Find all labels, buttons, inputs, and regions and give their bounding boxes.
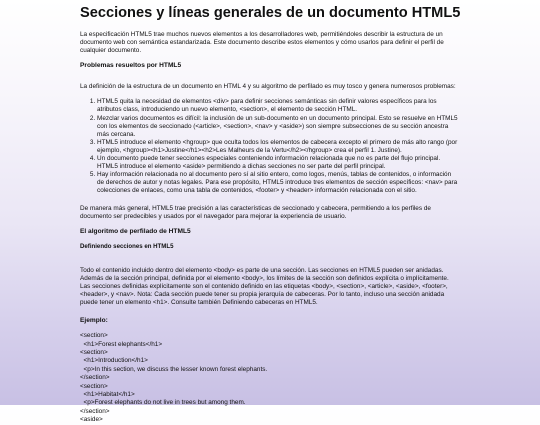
algorithm-paragraph: Todo el contenido incluido dentro del elemento <body> es parte de una sección. Las secciones en HTML5 pueden ser anidadas. Además de la sección principal, definida por el elemento <body>, los límites de la sección son definidos explícita o implícitamente. Las secciones definidas explícitamente son el contenido definido en las etiquetas <body>, <section>, <article>, <aside>, <footer>, <header>, y <nav>. Nota: Cada sección puede tener su propia jerarquía de cabeceras. Por lo tanto, incluso una sección anidada puede tener un elemento <h1>. Consulte también Definiendo cabeceras en HTML5. [80,266,449,307]
list-item: 5. Hay información relacionada no al documento pero sí al sitio entero, como logos, menús, tablas de contenidos, o información de derechos de autor y notas legales. Para ese propósito, HTML5 introduce tres elementos de sección específicos: <nav> para colecciones de enlaces, como una tabla de contenidos, <footer> y <header> información relacionada con el sitio. [97,171,460,195]
summary-paragraph: De manera más general, HTML5 trae precisión a las características de seccionado y cabecera, permitiendo a los perfiles de documento ser predecibles y usados por el navegador para mejorar la experiencia de usuario. [80,204,431,220]
example-code: <section> <h1>Forest elephants</h1> <section> <h1>Introduction</h1> <p>In this section, we discuss the lesser known forest elephants. </section> <section> <h1>Habitat</h1> <p>Forest elephants do not live in trees but among them. </section> <aside> [80,332,268,424]
algorithm-heading: El algoritmo de perfilado de HTML5 [80,227,191,235]
sections-subheading: Definiendo secciones en HTML5 [80,242,174,250]
list-item: 1. HTML5 quita la necesidad de elementos <div> para definir secciones semánticas sin definir valores específicos para los atributos class, introduciendo un nuevo elemento, <section>, el elemento de sección HTML. [97,98,460,114]
problems-list [80,98,460,195]
list-item: 2. Mezclar varios documentos es difícil: la inclusión de un sub-documento en un documento principal. Esto se resuelve en HTML5 con los elementos de seccionado (<article>, <section>, <nav> y <aside>) son siempre subsecciones de su sección ancestra más cercana. [97,115,460,139]
list-item: 4. Un documento puede tener secciones especiales conteniendo información relacionada que no es parte del flujo principal. HTML5 introduce el elemento <aside> permitiendo a dichas secciones no ser parte del perfil principal. [97,155,460,171]
example-label: Ejemplo: [80,317,108,325]
page-title: Secciones y líneas generales de un documento HTML5 [80,5,461,21]
list-item: 3. HTML5 introduce el elemento <hgroup> que oculta todos los elementos de cabecera excepto el primero de más alto rango (por ejemplo, <hgroup><h1>Justine</h1><h2>Les Malheurs de la Vertu</h2></hgroup> crea el perfil 1. Justine). [97,139,460,155]
problems-heading: Problemas resueltos por HTML5 [80,62,182,70]
problems-lead: La definición de la estructura de un documento en HTML 4 y su algoritmo de perfilado es muy tosco y genera numerosos problemas: [80,83,456,91]
intro-paragraph: La especificación HTML5 trae muchos nuevos elementos a los desarrolladores web, permitiéndoles describir la estructura de un documento web con semántica estandarizada. Este documento describe estos elementos y cómo usarlos para definir el perfil de cualquier documento. [80,31,444,55]
